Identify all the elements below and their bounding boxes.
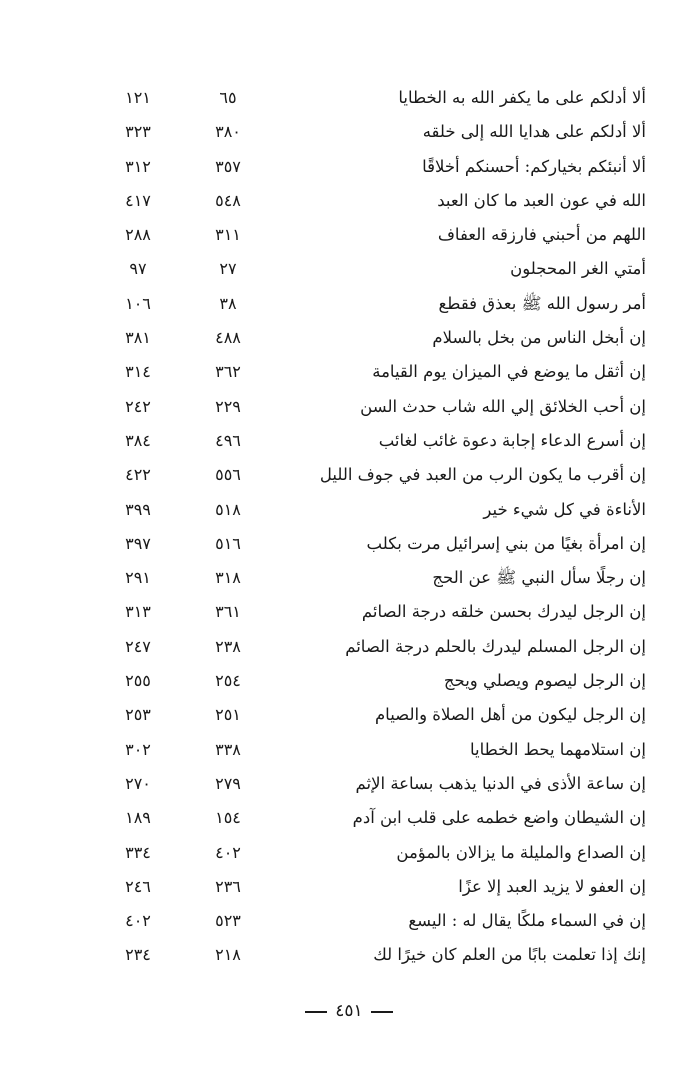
page-reference: ٣١٢	[125, 156, 151, 176]
page-reference: ١٨٩	[125, 808, 151, 828]
page-reference: ٣٢٣	[125, 122, 151, 142]
hadith-text: إن امرأة بغيًا من بني إسرائيل مرت بكلب	[366, 533, 646, 553]
hadith-number: ٢٥٤	[215, 671, 241, 691]
table-row	[0, 356, 698, 390]
hadith-number: ٥٤٨	[215, 190, 241, 210]
table-row	[0, 459, 698, 493]
page-reference: ٢٤٢	[125, 396, 151, 416]
hadith-number: ٢٧	[219, 259, 237, 279]
page-reference: ٤١٧	[125, 190, 151, 210]
page-reference: ٣٩٩	[125, 499, 151, 519]
table-row	[0, 151, 698, 185]
page-reference: ٣٠٢	[125, 739, 151, 759]
hadith-text: إن الرجل ليصوم ويصلي ويحج	[443, 671, 646, 691]
hadith-text: إن أقرب ما يكون الرب من العبد في جوف الليل	[319, 465, 646, 485]
hadith-number: ١٥٤	[215, 808, 241, 828]
table-row	[0, 391, 698, 425]
hadith-number: ٣٨	[219, 293, 237, 313]
hadith-text: إن الرجل ليدرك بحسن خلقه درجة الصائم	[361, 602, 646, 622]
table-row	[0, 768, 698, 802]
hadith-text: إنك إذا تعلمت بابًا من العلم كان خيرًا لك	[373, 945, 646, 965]
hadith-text: أمر رسول الله ﷺ بعذق فقطع	[438, 293, 646, 313]
hadith-text: إن الرجل المسلم ليدرك بالحلم درجة الصائم	[345, 636, 646, 656]
table-row	[0, 802, 698, 836]
table-row	[0, 288, 698, 322]
hadith-text: أمتي الغر المحجلون	[510, 259, 646, 279]
page-reference: ٢٣٤	[125, 945, 151, 965]
hadith-text: إن الرجل ليكون من أهل الصلاة والصيام	[374, 705, 646, 725]
hadith-number: ٤٨٨	[215, 328, 241, 348]
hadith-number: ٤٩٦	[215, 430, 241, 450]
hadith-text: إن الشيطان واضع خطمه على قلب ابن آدم	[352, 808, 646, 828]
hadith-text: إن الصداع والمليلة ما يزالان بالمؤمن	[396, 842, 646, 862]
table-row	[0, 631, 698, 665]
hadith-number: ٥١٨	[215, 499, 241, 519]
hadith-number: ٥١٦	[215, 533, 241, 553]
page-reference: ٢٤٦	[125, 876, 151, 896]
table-row	[0, 596, 698, 630]
hadith-number: ٣١١	[215, 225, 241, 245]
page-reference: ١٢١	[125, 88, 151, 107]
hadith-text: إن في السماء ملكًا يقال له : اليسع	[408, 911, 646, 931]
hadith-text: إن أبخل الناس من بخل بالسلام	[432, 328, 646, 348]
page-reference: ٣١٣	[125, 602, 151, 622]
hadith-number: ٥٢٣	[215, 911, 241, 931]
page-reference: ٣١٤	[125, 362, 151, 382]
table-row	[0, 253, 698, 287]
table-row	[0, 665, 698, 699]
hadith-text: الله في عون العبد ما كان العبد	[437, 190, 646, 210]
hadith-number: ٢٣٨	[215, 636, 241, 656]
table-row	[0, 185, 698, 219]
hadith-text: إن أثقل ما يوضع في الميزان يوم القيامة	[372, 362, 646, 382]
page-reference: ٣٣٤	[125, 842, 151, 862]
table-row	[0, 116, 698, 150]
page-reference: ٤٢٢	[125, 465, 151, 485]
table-row	[0, 82, 698, 116]
page-reference: ٩٧	[129, 259, 147, 279]
hadith-number: ٢٢٩	[215, 396, 241, 416]
page-reference: ٢٤٧	[125, 636, 151, 656]
hadith-text: إن استلامهما يحط الخطايا	[469, 739, 646, 759]
footer-dash-left	[305, 1011, 327, 1013]
page-reference: ١٠٦	[125, 293, 151, 313]
hadith-index-table	[0, 82, 698, 974]
table-row	[0, 494, 698, 528]
hadith-number: ٥٥٦	[215, 465, 241, 485]
hadith-text: ألا أدلكم على هدايا الله إلى خلقه	[422, 122, 646, 142]
hadith-text: إن أحب الخلائق إلي الله شاب حدث السن	[360, 396, 646, 416]
hadith-text: ألا أدلكم على ما يكفر الله به الخطايا	[398, 88, 646, 107]
table-row	[0, 837, 698, 871]
hadith-number: ٣١٨	[215, 568, 241, 588]
table-row	[0, 905, 698, 939]
hadith-number: ٣٣٨	[215, 739, 241, 759]
table-row	[0, 871, 698, 905]
page-number: ٤٥١	[335, 1001, 363, 1021]
page-reference: ٢٥٥	[125, 671, 151, 691]
table-row	[0, 734, 698, 768]
hadith-number: ٢٥١	[215, 705, 241, 725]
hadith-number: ٣٦٢	[215, 362, 241, 382]
page-reference: ٣٨١	[125, 328, 151, 348]
table-row	[0, 219, 698, 253]
hadith-number: ٢٣٦	[215, 876, 241, 896]
page-reference: ٢٩١	[125, 568, 151, 588]
table-row	[0, 939, 698, 973]
page-footer	[0, 998, 698, 1024]
hadith-number: ٣٦١	[215, 602, 241, 622]
page-reference: ٢٨٨	[125, 225, 151, 245]
table-row	[0, 425, 698, 459]
page-reference: ٢٥٣	[125, 705, 151, 725]
hadith-number: ٣٥٧	[215, 156, 241, 176]
page-reference: ٤٠٢	[125, 911, 151, 931]
hadith-number: ٦٥	[219, 88, 237, 107]
hadith-text: الأناءة في كل شيء خير	[483, 499, 646, 519]
hadith-text: إن رجلًا سأل النبي ﷺ عن الحج	[432, 568, 646, 588]
footer-dash-right	[371, 1011, 393, 1013]
table-row	[0, 322, 698, 356]
hadith-text: إن العفو لا يزيد العبد إلا عزًا	[458, 876, 646, 896]
table-row	[0, 528, 698, 562]
page-reference: ٣٨٤	[125, 430, 151, 450]
hadith-number: ٤٠٢	[215, 842, 241, 862]
hadith-number: ٣٨٠	[215, 122, 241, 142]
table-row	[0, 699, 698, 733]
page-reference: ٢٧٠	[125, 773, 151, 793]
hadith-text: ألا أنبئكم بخياركم: أحسنكم أخلاقًا	[422, 156, 646, 176]
hadith-number: ٢١٨	[215, 945, 241, 965]
hadith-text: اللهم من أحبني فارزقه العفاف	[437, 225, 646, 245]
hadith-number: ٢٧٩	[215, 773, 241, 793]
hadith-text: إن أسرع الدعاء إجابة دعوة غائب لغائب	[378, 430, 646, 450]
table-row	[0, 562, 698, 596]
page-reference: ٣٩٧	[125, 533, 151, 553]
hadith-text: إن ساعة الأذى في الدنيا يذهب بساعة الإثم	[355, 773, 646, 793]
